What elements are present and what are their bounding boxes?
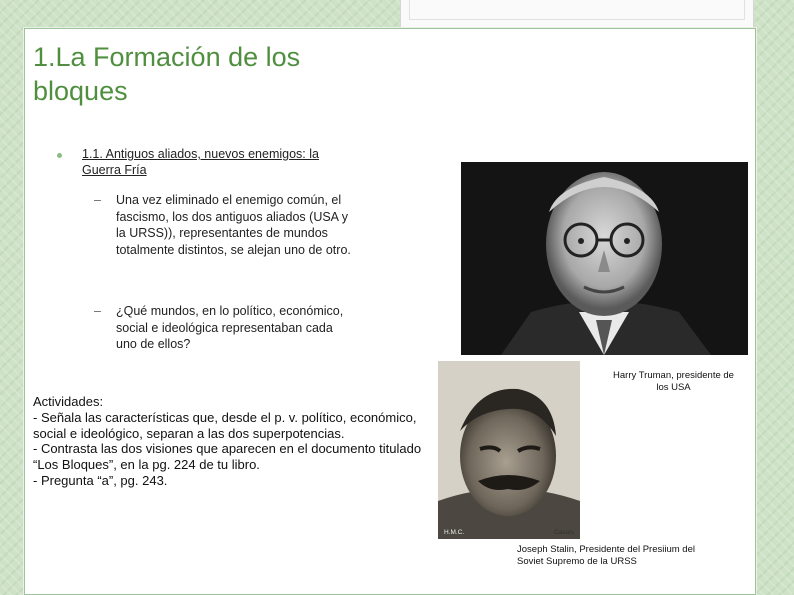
bullet-dot-icon: [57, 153, 62, 158]
activities-box: [33, 394, 423, 489]
truman-caption: Harry Truman, presidente de los USA: [613, 370, 734, 393]
bullet-text: 1.1. Antiguos aliados, nuevos enemigos: la Guerra Fría: [82, 147, 319, 177]
stalin-photo: [438, 361, 580, 539]
activity-item: - Señala las características que, desde el p. v. político, económico, social e ideológico, separan a las dos superpotencias.: [33, 409, 421, 441]
bullet-item: [57, 146, 327, 178]
dash-icon: –: [94, 193, 101, 207]
stalin-caption: Joseph Stalin, Presidente del Presiium del Soviet Supremo de la URSS: [517, 544, 695, 567]
sub-bullet-2: [94, 303, 354, 353]
activities-heading: Actividades:: [33, 394, 104, 409]
sub-bullet-text: Una vez eliminado el enemigo común, el fascismo, los dos antiguos aliados (USA y la URSS)), representantes de mundos totalmente distintos, se alejan uno de otro.: [116, 193, 351, 257]
slide-title-line1: 1.La Formación de los: [33, 42, 301, 72]
sub-bullet-1: [94, 192, 354, 258]
sub-bullet-text: ¿Qué mundos, en lo político, económico, social e ideológica representaban cada uno de ellos?: [116, 304, 344, 351]
top-frame-decoration: [400, 0, 754, 29]
stalin-watermark-left: H.M.C.: [444, 529, 465, 536]
slide-title-line2: bloques: [33, 76, 128, 106]
dash-icon: –: [94, 304, 101, 318]
truman-photo: [461, 162, 748, 355]
portrait-photo-icon: [461, 162, 748, 355]
activity-item: - Contrasta las dos visiones que aparecen en el documento titulado “Los Bloques”, en la pg. 224 de tu libro.: [33, 441, 425, 473]
slide-title: [33, 40, 393, 108]
stalin-watermark-right: Casals: [554, 529, 574, 536]
activity-item: - Pregunta “a”, pg. 243.: [33, 472, 168, 488]
portrait-photo-icon: [438, 361, 580, 539]
